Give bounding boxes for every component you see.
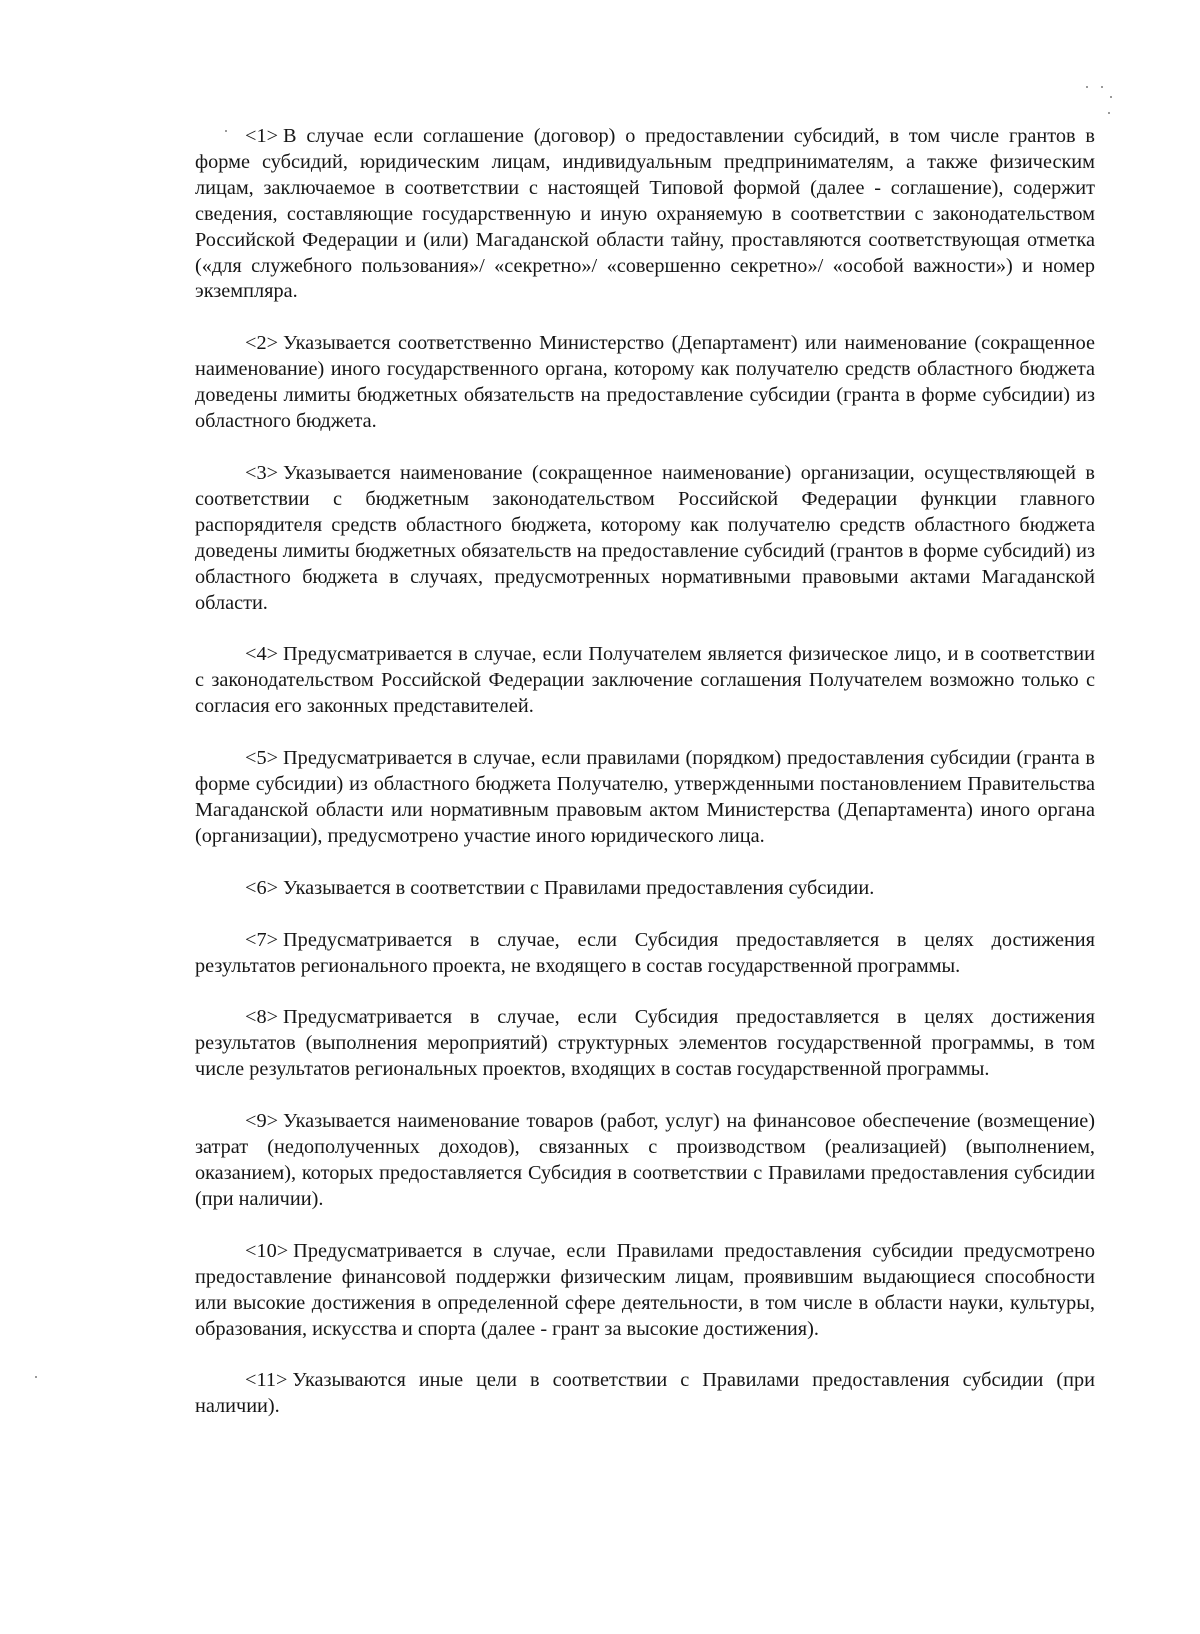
footnote-2 [195, 331, 1095, 435]
footnote-marker: <1> [245, 125, 279, 147]
footnote-8 [195, 1005, 1095, 1083]
scan-speck [1110, 96, 1112, 98]
footnote-3 [195, 461, 1095, 616]
footnote-text: В случае если соглашение (договор) о предоставлении субсидий, в том числе грантов в форме субсидий, юридическим лицам, индивидуальным предпринимателям, а также физическим лицам, заключаемое в соответствии с настоящей Типовой формой (далее - соглашение), содержит сведения, составляющие государственную и иную охраняемую в соответствии с законодательством Российской Федерации и (или) Магаданской области тайну, проставляются соответствующая отметка («для служебного пользования»/ «секретно»/ «совершенно секретно»/ «особой важности») и номер экземпляра. [195, 125, 1095, 303]
footnote-10 [195, 1239, 1095, 1343]
scan-speck [1108, 112, 1110, 114]
footnote-marker: <8> [245, 1006, 279, 1029]
footnote-text: Предусматривается в случае, если Получателем является физическое лицо, и в соответствии с законодательством Российской Федерации заключение соглашения Получателем возможно только с согласия его законных представителей. [195, 643, 1095, 718]
footnote-4 [195, 642, 1095, 720]
footnote-5 [195, 746, 1095, 850]
footnote-marker: <11> [245, 1369, 288, 1392]
footnote-marker: <6> [245, 876, 279, 899]
footnote-marker: <10> [245, 1239, 289, 1262]
footnote-text: Предусматривается в случае, если правилами (порядком) предоставления субсидии (гранта в форме субсидии) из областного бюджета Получателю, утвержденными постановлением Правительства Магаданской области или нормативным правовым актом Министерства (Департамента) иного органа (организации), предусмотрено участие иного юридического лица. [195, 747, 1095, 847]
scan-speck [35, 1376, 37, 1378]
footnote-marker: <2> [245, 332, 279, 355]
footnote-marker: <5> [245, 747, 279, 770]
footnotes-list [195, 124, 1095, 1420]
footnote-9 [195, 1109, 1095, 1213]
footnote-text: Указывается в соответствии с Правилами предоставления субсидии. [283, 876, 875, 899]
footnote-text: Указывается наименование товаров (работ, услуг) на финансовое обеспечение (возмещение) затрат (недополученных доходов), связанных с производством (реализацией) (выполнением, оказанием), которых предоставляется Субсидия в соответствии с Правилами предоставления субсидии (при наличии). [195, 1110, 1095, 1210]
footnote-text: Указывается соответственно Министерство (Департамент) или наименование (сокращенное наименование) иного государственного органа, которому как получателю средств областного бюджета доведены лимиты бюджетных обязательств на предоставление субсидии (гранта в форме субсидии) из областного бюджета. [195, 332, 1095, 433]
footnote-text: Предусматривается в случае, если Субсидия предоставляется в целях достижения результатов (выполнения мероприятий) структурных элементов государственной программы, в том числе результатов региональных проектов, входящих в состав государственной программы. [195, 1006, 1095, 1081]
footnote-1 [195, 124, 1095, 305]
footnote-marker: <4> [245, 643, 279, 666]
scan-speck [1086, 86, 1088, 88]
footnote-text: Предусматривается в случае, если Субсидия предоставляется в целях достижения результатов регионального проекта, не входящего в состав государственной программы. [195, 928, 1095, 977]
footnote-marker: <7> [245, 928, 279, 951]
footnote-text: Указываются иные цели в соответствии с Правилами предоставления субсидии (при наличии). [195, 1369, 1095, 1418]
footnote-6 [195, 876, 1095, 902]
footnote-marker: <9> [245, 1110, 279, 1133]
scan-speck [1101, 86, 1103, 88]
footnote-marker: <3> [245, 461, 279, 484]
footnote-text: Указывается наименование (сокращенное наименование) организации, осуществляющей в соответствии с бюджетным законодательством Российской Федерации функции главного распорядителя средств областного бюджета, которому как получателю средств областного бюджета доведены лимиты бюджетных обязательств на предоставление субсидий (грантов в форме субсидий) из областного бюджета в случаях, предусмотренных нормативными правовыми актами Магаданской области. [195, 461, 1095, 614]
footnote-7 [195, 928, 1095, 980]
footnote-11 [195, 1368, 1095, 1420]
footnote-text: Предусматривается в случае, если Правилами предоставления субсидии предусмотрено предоставление финансовой поддержки физическим лицам, проявившим выдающиеся способности или высокие достижения в определенной сфере деятельности, в том числе в области науки, культуры, образования, искусства и спорта (далее - грант за высокие достижения). [195, 1239, 1095, 1340]
